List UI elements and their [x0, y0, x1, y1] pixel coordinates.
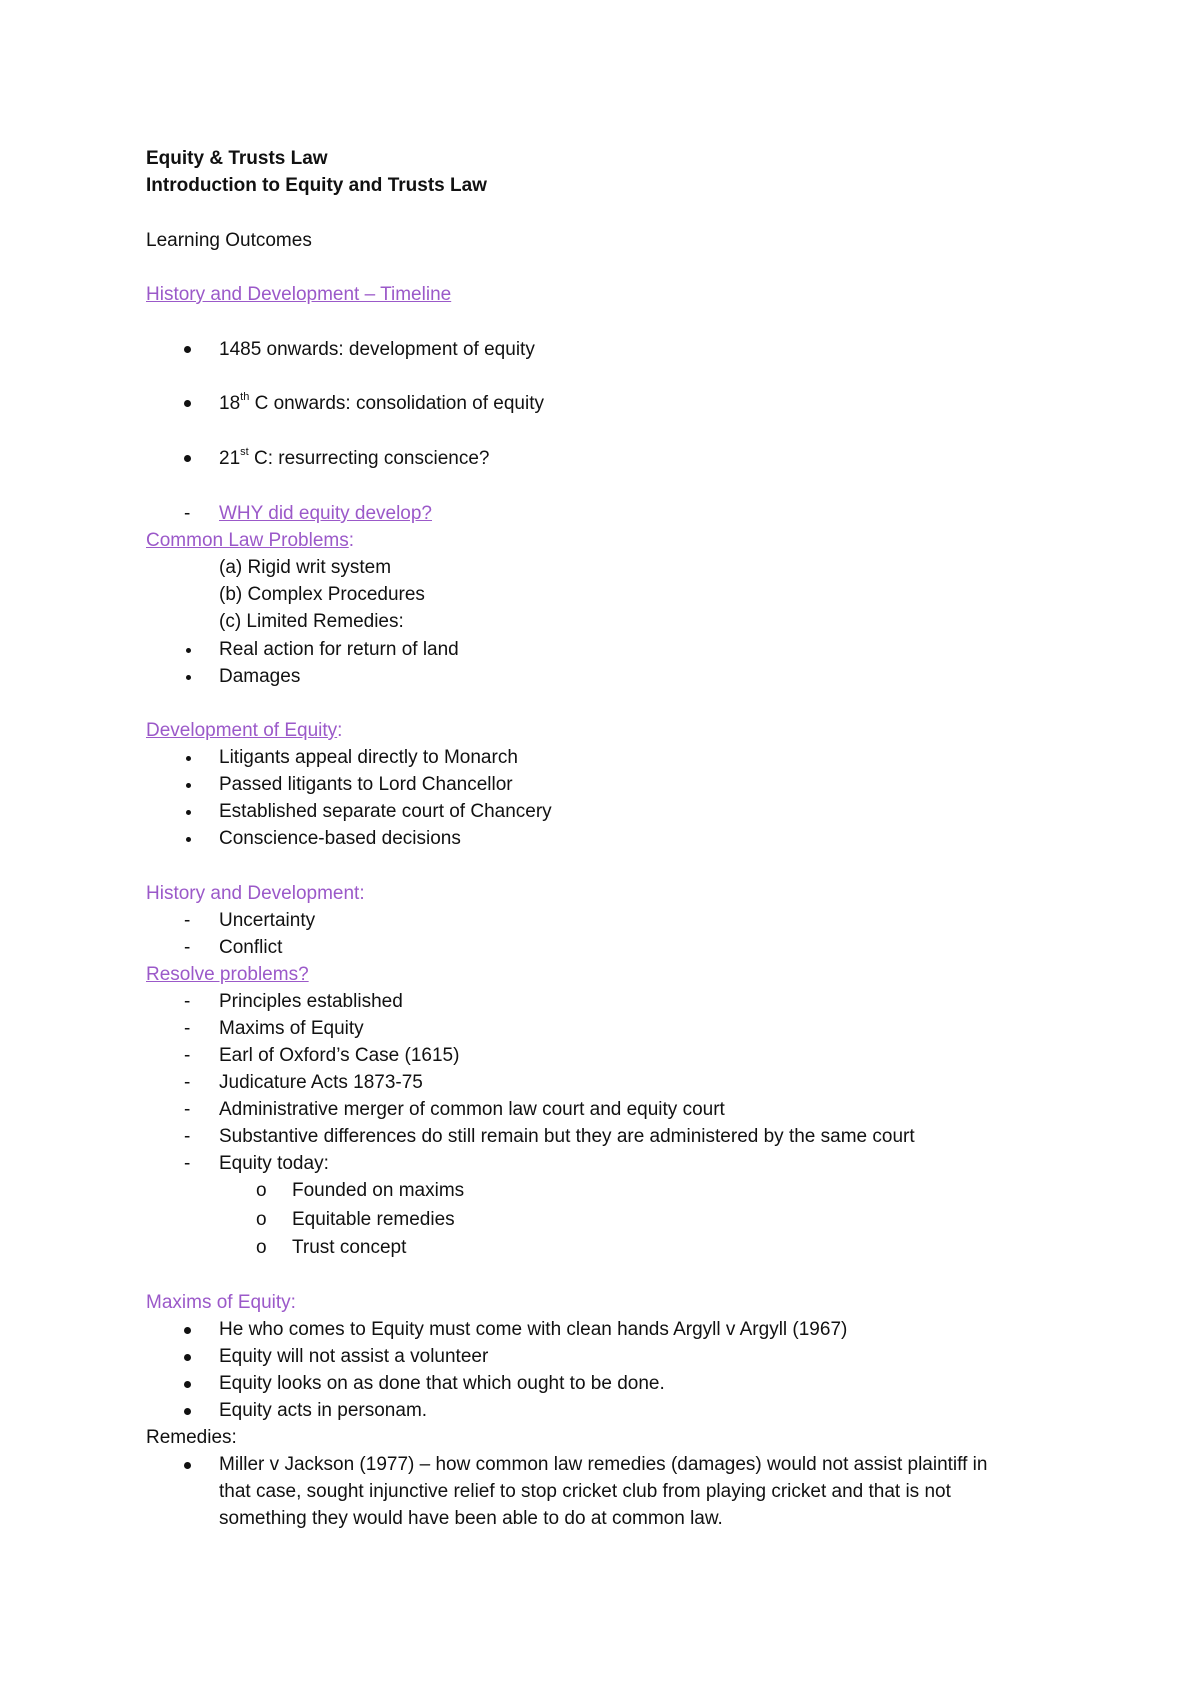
bullet-icon	[184, 1462, 191, 1469]
timeline-item-number: 21	[219, 448, 241, 469]
timeline-item	[219, 392, 544, 416]
history-heading: History and Development:	[146, 883, 365, 904]
dash-marker: -	[184, 910, 191, 931]
learning-outcomes-heading: Learning Outcomes	[146, 230, 312, 251]
sub-list-item: Equitable remedies	[292, 1209, 455, 1230]
list-item: Equity today:	[219, 1153, 329, 1174]
bullet-icon	[186, 648, 191, 653]
dash-marker: -	[184, 1099, 191, 1120]
dash-marker: -	[184, 1045, 191, 1066]
sub-bullet-marker: o	[256, 1209, 267, 1230]
lettered-item: (c) Limited Remedies:	[219, 611, 404, 632]
resolve-heading-link[interactable]: Resolve problems?	[146, 964, 309, 985]
bullet-icon	[184, 1327, 191, 1334]
common-law-heading	[146, 529, 354, 553]
timeline-item	[219, 338, 535, 362]
dash-marker: -	[184, 1018, 191, 1039]
sub-list-item: Founded on maxims	[292, 1180, 465, 1201]
remedies-text-line: Miller v Jackson (1977) – how common law remedies (damages) would not assist plaintiff in	[219, 1454, 988, 1475]
common-law-heading-link[interactable]: Common Law Problems	[146, 530, 349, 551]
list-item: Conflict	[219, 937, 283, 958]
list-item: Principles established	[219, 991, 403, 1012]
ordinal-suffix: st	[240, 446, 249, 458]
list-item: Uncertainty	[219, 910, 316, 931]
timeline-item-text: 1485 onwards: development of equity	[219, 339, 535, 360]
bullet-icon	[186, 675, 191, 680]
list-item: Equity acts in personam.	[219, 1400, 428, 1421]
timeline-item-text: C onwards: consolidation of equity	[249, 393, 544, 414]
list-item: He who comes to Equity must come with clean hands Argyll v Argyll (1967)	[219, 1319, 848, 1340]
heading-colon: :	[348, 530, 355, 551]
list-item: Administrative merger of common law court and equity court	[219, 1099, 725, 1120]
development-heading	[146, 719, 342, 743]
dash-marker: -	[184, 1126, 191, 1147]
lettered-item: (b) Complex Procedures	[219, 584, 425, 605]
list-item: Passed litigants to Lord Chancellor	[219, 774, 513, 795]
timeline-item-text: C: resurrecting conscience?	[248, 448, 490, 469]
bullet-icon	[184, 346, 191, 353]
bullet-icon	[186, 810, 191, 815]
list-item: Established separate court of Chancery	[219, 801, 552, 822]
why-equity-link[interactable]: WHY did equity develop?	[219, 503, 432, 524]
list-item: Conscience-based decisions	[219, 828, 461, 849]
bullet-icon	[184, 1408, 191, 1415]
dash-marker: -	[184, 991, 191, 1012]
sub-list-item: Trust concept	[292, 1237, 407, 1258]
timeline-item-number: 18	[219, 393, 241, 414]
lettered-item: (a) Rigid writ system	[219, 557, 392, 578]
bullet-icon	[184, 1381, 191, 1388]
bullet-icon	[186, 756, 191, 761]
timeline-item	[219, 447, 489, 471]
bullet-icon	[184, 455, 191, 462]
heading-colon: :	[337, 720, 343, 741]
sub-bullet-marker: o	[256, 1237, 267, 1258]
list-item: Equity will not assist a volunteer	[219, 1346, 489, 1367]
bullet-icon	[184, 400, 191, 407]
dash-marker: -	[184, 1072, 191, 1093]
bullet-icon	[186, 783, 191, 788]
list-item: Litigants appeal directly to Monarch	[219, 747, 518, 768]
dash-marker: -	[184, 503, 191, 524]
list-item: Maxims of Equity	[219, 1018, 364, 1039]
bullet-icon	[184, 1354, 191, 1361]
dash-marker: -	[184, 937, 191, 958]
document-title: Equity & Trusts Law	[146, 148, 328, 169]
list-item: Damages	[219, 666, 301, 687]
list-item: Earl of Oxford’s Case (1615)	[219, 1045, 460, 1066]
list-item: Real action for return of land	[219, 639, 459, 660]
maxims-heading: Maxims of Equity:	[146, 1292, 296, 1313]
bullet-icon	[186, 837, 191, 842]
document-subtitle: Introduction to Equity and Trusts Law	[146, 175, 487, 196]
remedies-text-line: that case, sought injunctive relief to stop cricket club from playing cricket and that is not	[219, 1481, 951, 1502]
timeline-heading-link[interactable]: History and Development – Timeline	[146, 284, 452, 305]
ordinal-suffix: th	[240, 391, 250, 403]
remedies-heading: Remedies:	[146, 1427, 237, 1448]
development-heading-link[interactable]: Development of Equity	[146, 720, 338, 741]
list-item: Judicature Acts 1873-75	[219, 1072, 423, 1093]
remedies-text-line: something they would have been able to do at common law.	[219, 1508, 723, 1529]
dash-marker: -	[184, 1153, 191, 1174]
list-item: Equity looks on as done that which ought to be done.	[219, 1373, 665, 1394]
sub-bullet-marker: o	[256, 1180, 267, 1201]
list-item: Substantive differences do still remain but they are administered by the same court	[219, 1126, 915, 1147]
